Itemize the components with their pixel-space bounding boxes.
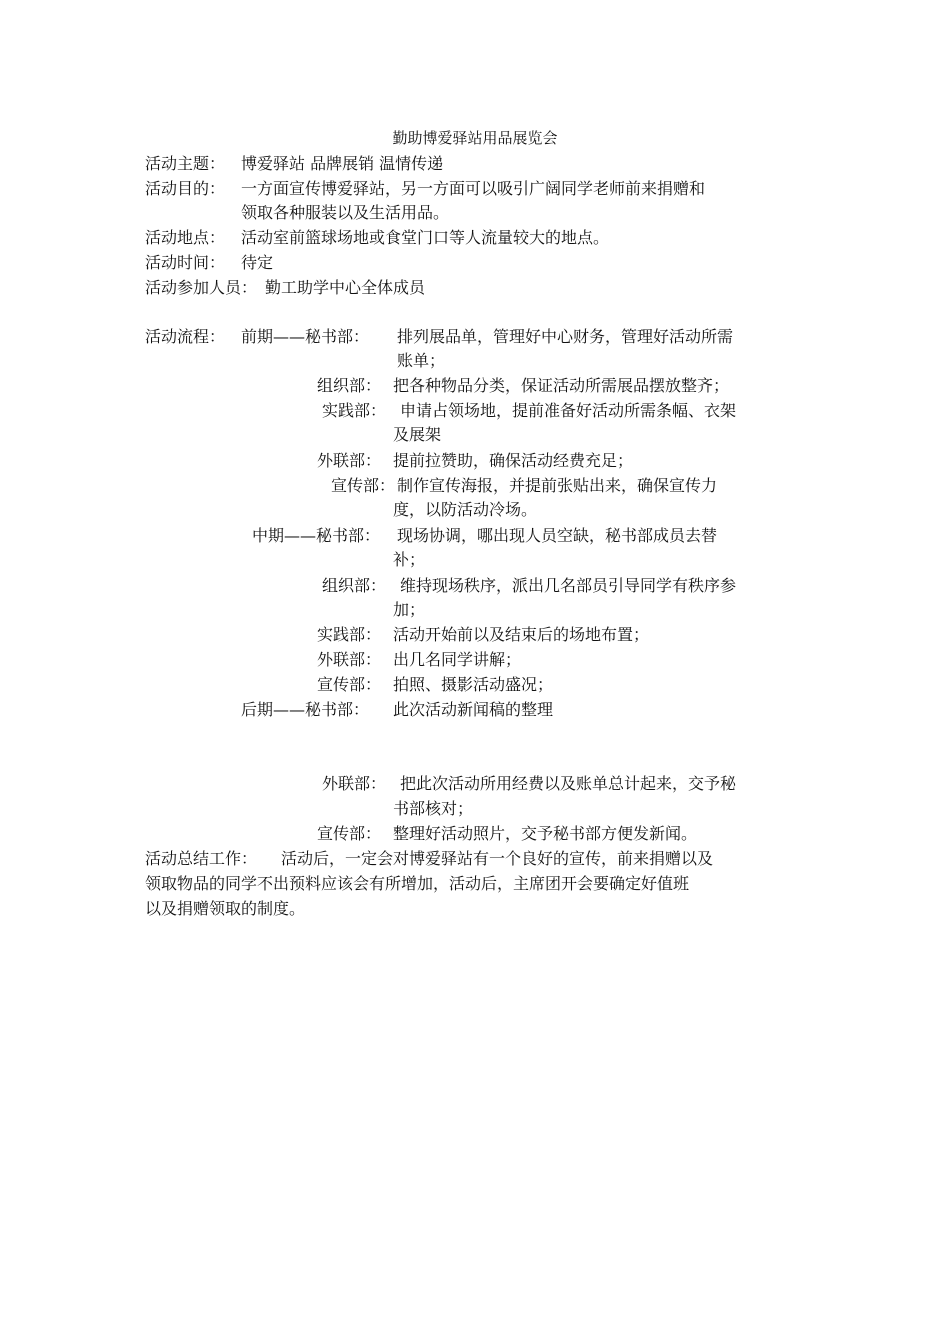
mid-phase-label: 中期——秘书部： xyxy=(252,526,381,545)
process-label: 活动流程： xyxy=(145,327,226,346)
early-organization-label: 组织部： xyxy=(317,376,382,395)
mid-organization-line-1: 维持现场秩序，派出几名部员引导同学有秩序参 xyxy=(400,576,737,595)
time-label: 活动时间： xyxy=(145,253,226,272)
summary-line-3: 以及捐赠领取的制度。 xyxy=(145,899,306,918)
purpose-label: 活动目的： xyxy=(145,179,226,198)
purpose-line-1: 一方面宣传博爱驿站，另一方面可以吸引广阔同学老师前来捐赠和 xyxy=(241,179,706,198)
theme-label: 活动主题： xyxy=(145,154,226,173)
late-secretary-text: 此次活动新闻稿的整理 xyxy=(393,700,554,719)
time-value: 待定 xyxy=(241,253,274,272)
early-organization-text: 把各种物品分类，保证活动所需展品摆放整齐； xyxy=(393,376,730,395)
late-phase-label: 后期——秘书部： xyxy=(241,700,370,719)
mid-publicity-label: 宣传部： xyxy=(317,675,382,694)
mid-publicity-text: 拍照、摄影活动盛况； xyxy=(393,675,554,694)
late-publicity-text: 整理好活动照片，交予秘书部方便发新闻。 xyxy=(393,824,698,843)
late-liaison-line-2: 书部核对； xyxy=(393,799,474,818)
early-phase-label: 前期——秘书部： xyxy=(241,327,370,346)
summary-label: 活动总结工作： xyxy=(145,849,258,868)
summary-line-1: 活动后，一定会对博爱驿站有一个良好的宣传，前来捐赠以及 xyxy=(281,849,714,868)
document-title: 勤助博爱驿站用品展览会 xyxy=(392,129,558,147)
late-liaison-line-1: 把此次活动所用经费以及账单总计起来，交予秘 xyxy=(400,774,737,793)
mid-secretary-line-2: 补； xyxy=(393,550,426,569)
late-liaison-label: 外联部： xyxy=(322,774,387,793)
early-publicity-label: 宣传部： xyxy=(331,476,396,495)
early-publicity-line-1: 制作宣传海报，并提前张贴出来，确保宣传力 xyxy=(397,476,718,495)
early-practice-line-2: 及展架 xyxy=(393,425,442,444)
mid-secretary-line-1: 现场协调，哪出现人员空缺，秘书部成员去替 xyxy=(397,526,718,545)
mid-liaison-label: 外联部： xyxy=(317,650,382,669)
mid-organization-line-2: 加； xyxy=(393,600,426,619)
early-secretary-line-2: 账单； xyxy=(397,351,446,370)
early-publicity-line-2: 度，以防活动冷场。 xyxy=(393,500,538,519)
mid-practice-label: 实践部： xyxy=(317,625,382,644)
late-publicity-label: 宣传部： xyxy=(317,824,382,843)
early-liaison-label: 外联部： xyxy=(317,451,382,470)
summary-line-2: 领取物品的同学不出预料应该会有所增加，活动后，主席团开会要确定好值班 xyxy=(145,874,690,893)
location-label: 活动地点： xyxy=(145,228,226,247)
early-practice-label: 实践部： xyxy=(322,401,387,420)
location-value: 活动室前篮球场地或食堂门口等人流量较大的地点。 xyxy=(241,228,610,247)
purpose-line-2: 领取各种服装以及生活用品。 xyxy=(241,203,450,222)
mid-practice-text: 活动开始前以及结束后的场地布置； xyxy=(393,625,650,644)
early-secretary-line-1: 排列展品单，管理好中心财务，管理好活动所需 xyxy=(397,327,734,346)
early-practice-line-1: 申请占领场地，提前准备好活动所需条幅、衣架 xyxy=(400,401,737,420)
theme-value: 博爱驿站 品牌展销 温情传递 xyxy=(241,154,444,173)
mid-organization-label: 组织部： xyxy=(322,576,387,595)
mid-liaison-text: 出几名同学讲解； xyxy=(393,650,522,669)
early-liaison-text: 提前拉赞助，确保活动经费充足； xyxy=(393,451,634,470)
participants-label: 活动参加人员： xyxy=(145,278,258,297)
participants-value: 勤工助学中心全体成员 xyxy=(265,278,426,297)
